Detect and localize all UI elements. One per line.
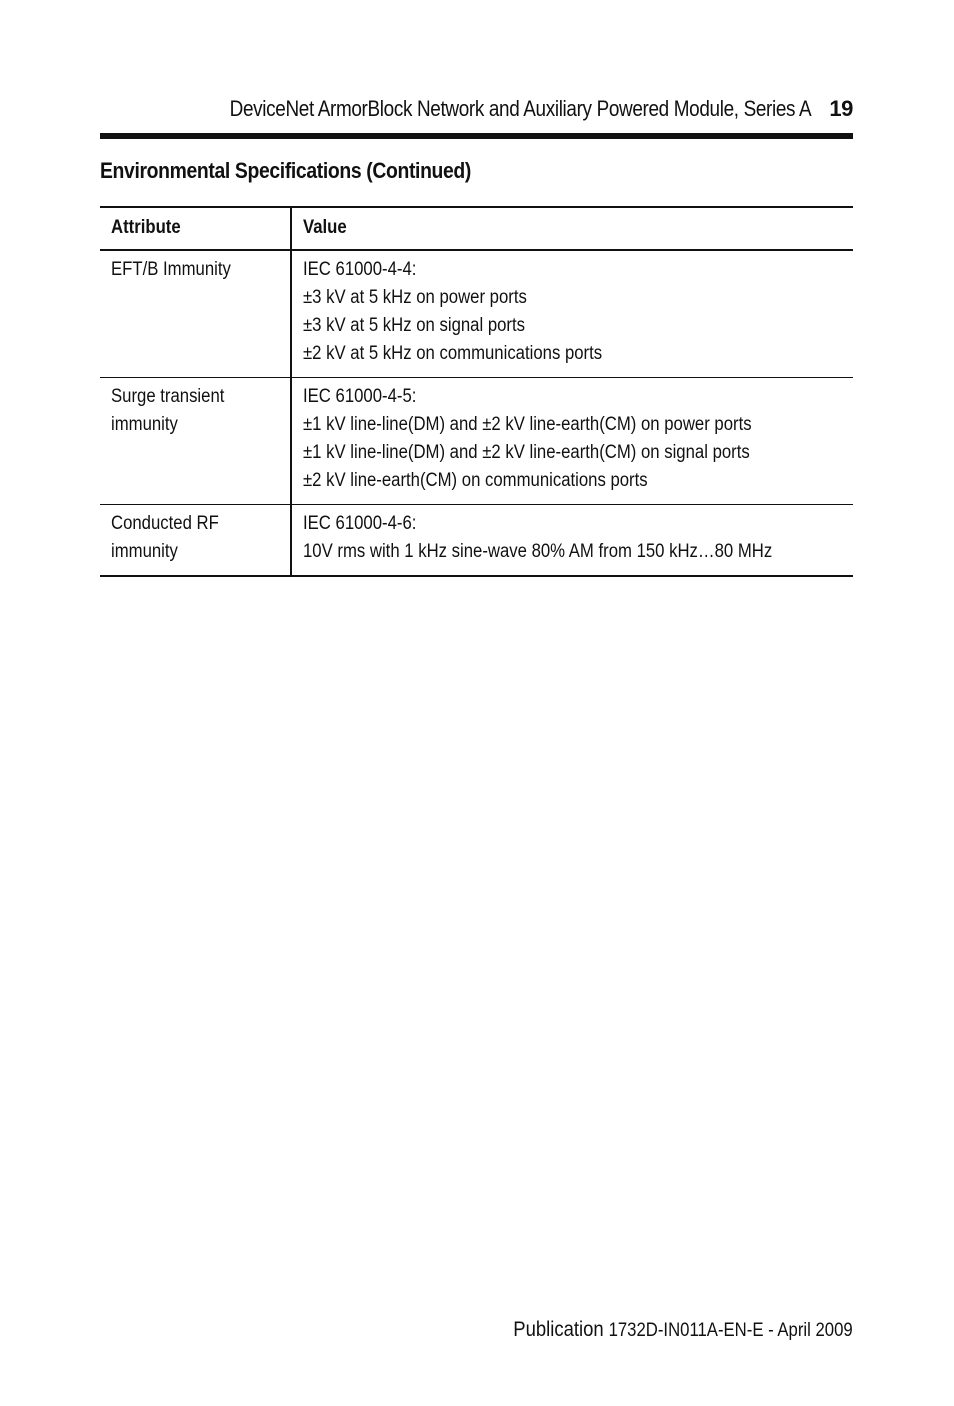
attribute-line: immunity [111, 541, 178, 562]
attribute-line: immunity [111, 414, 178, 435]
spec-table [100, 206, 853, 577]
value-cell [291, 505, 853, 577]
value-line: IEC 61000-4-6: [303, 513, 417, 534]
header-rule [100, 133, 853, 139]
attribute-line: EFT/B Immunity [111, 259, 231, 280]
value-line: ±3 kV at 5 kHz on signal ports [303, 315, 526, 336]
attribute-cell [100, 250, 291, 378]
column-header-attribute: Attribute [100, 207, 291, 250]
value-line: ±1 kV line-line(DM) and ±2 kV line-earth(CM) on power ports [303, 414, 752, 435]
document-title: DeviceNet ArmorBlock Network and Auxiliary Powered Module, Series A [229, 96, 812, 121]
value-line: IEC 61000-4-4: [303, 259, 417, 280]
value-line: ±1 kV line-line(DM) and ±2 kV line-earth(CM) on signal ports [303, 442, 750, 463]
publication-label: Publication [513, 1318, 604, 1341]
attribute-cell [100, 378, 291, 505]
value-line: ±2 kV at 5 kHz on communications ports [303, 343, 603, 364]
table-row [100, 378, 853, 505]
value-cell [291, 250, 853, 378]
value-line: IEC 61000-4-5: [303, 386, 417, 407]
attribute-line: Conducted RF [111, 513, 219, 534]
page-number: 19 [829, 96, 853, 121]
page-header [100, 92, 853, 126]
table-row [100, 505, 853, 577]
value-line: ±2 kV line-earth(CM) on communications ports [303, 470, 648, 491]
value-line: 10V rms with 1 kHz sine-wave 80% AM from 150 kHz…80 MHz [303, 541, 773, 562]
attribute-cell [100, 505, 291, 577]
section-title: Environmental Specifications (Continued) [100, 158, 472, 183]
page-footer [514, 1318, 853, 1342]
table-header-row [100, 207, 853, 250]
value-line: ±3 kV at 5 kHz on power ports [303, 287, 527, 308]
publication-number: 1732D-IN011A-EN-E - April 2009 [608, 1320, 853, 1341]
attribute-line: Surge transient [111, 386, 225, 407]
column-header-value: Value [291, 207, 853, 250]
table-row [100, 250, 853, 378]
value-cell [291, 378, 853, 505]
